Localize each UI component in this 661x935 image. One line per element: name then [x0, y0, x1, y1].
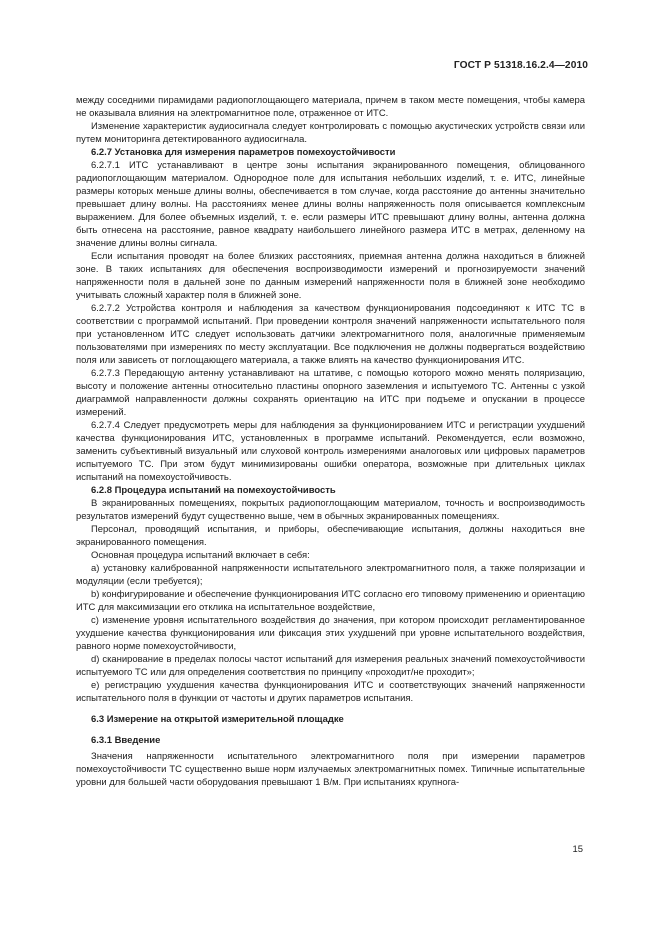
- paragraph: 6.2.7.1 ИТС устанавливают в центре зоны испытания экранированного помещения, облицованного радиопоглощающим материалом. Однородное поле для испытания небольших изделий, т. е. ИТС, линейные размеры которых меньше длины волны, обеспечивается в том случае, когда расстояние до антенны значительно превышает длину волны. На расстояниях менее длины волны напряженность поля описывается комплексным выражением. Для более объемных изделий, т. е. если размеры ИТС превышают длину волны, антенна должна быть отнесена на расстояние, равное квадрату наибольшего линейного размера ИТС в метрах, деленному на значение длины волны сигнала.: [76, 160, 585, 249]
- section-heading: 6.2.7 Установка для измерения параметров помехоустойчивости: [91, 147, 396, 158]
- paragraph: Персонал, проводящий испытания, и приборы, обеспечивающие испытания, должны находиться вне экранированного помещения.: [76, 524, 585, 548]
- paragraph: Значения напряженности испытательного электромагнитного поля при измерении параметров помехоустойчивости ТС существенно выше норм излучаемых электромагнитных помех. Типичные испытательные уровни для большей части оборудования превышают 1 В/м. При испытаниях крупнога-: [76, 751, 585, 788]
- paragraph: между соседними пирамидами радиопоглощающего материала, причем в таком месте помещения, чтобы камера не оказывала влияния на электромагнитное поле, отраженное от ИТС.: [76, 95, 585, 119]
- page-number: 15: [572, 844, 583, 855]
- paragraph: Изменение характеристик аудиосигнала следует контролировать с помощью акустических устройств связи или путем мониторинга детектированного аудиосигнала.: [76, 121, 585, 145]
- paragraph: 6.2.7.3 Передающую антенну устанавливают на штативе, с помощью которого можно менять поляризацию, высоту и положение антенны относительно пластины опорного заземления и испытуемого ТС. Антенны с узкой диаграммой направленности должны сохранять ориентацию на ИТС при подъеме и опускании в процессе измерений.: [76, 368, 585, 418]
- section-heading: 6.2.8 Процедура испытаний на помехоустойчивость: [91, 485, 336, 496]
- section-heading: 6.3.1 Введение: [91, 735, 161, 746]
- paragraph: В экранированных помещениях, покрытых радиопоглощающим материалом, точность и воспроизводимость результатов измерений будут существенно выше, чем в обычных экранированных помещениях.: [76, 498, 585, 522]
- section-heading: 6.3 Измерение на открытой измерительной площадке: [91, 714, 344, 725]
- document-header: ГОСТ Р 51318.16.2.4—2010: [453, 60, 588, 71]
- paragraph: 6.2.7.4 Следует предусмотреть меры для наблюдения за функционированием ИТС и регистрации ухудшений качества функционирования ИТС, установленных в программе испытаний. Рекомендуется, если возможно, заменить субъективный визуальный или слуховой контроль измерениями аналоговых или цифровых параметров испытуемого ТС. При этом будут минимизированы ошибки оператора, возможные при длительных циклах испытаний на помехоустойчивость.: [76, 420, 585, 483]
- list-item: e) регистрацию ухудшения качества функционирования ИТС и соответствующих значений напряженности испытательного поля в функции от частоты и других параметров испытания.: [76, 680, 585, 704]
- paragraph: Если испытания проводят на более близких расстояниях, приемная антенна должна находиться в ближней зоне. В таких испытаниях для обеспечения воспроизводимости измерений и прогнозируемости значений напряженности поля в дальней зоне по данным измерений напряженности поля в ближней зоне необходимо учитывать сложный характер поля в ближней зоне.: [76, 251, 585, 301]
- paragraph: 6.2.7.2 Устройства контроля и наблюдения за качеством функционирования подсоединяют к ИТС ТС в соответствии с программой испытаний. При проведении контроля значений напряженности испытательного поля при установленном ИТС следует использовать датчики электромагнитного поля, аналогичные применяемым пользователями при измерениях по месту эксплуатации. Все подключения не должны подвергаться воздействию поля или зависеть от поглощающего материала, а также влиять на качество функционирования ИТС.: [76, 303, 585, 366]
- list-item: d) сканирование в пределах полосы частот испытаний для измерения реальных значений помехоустойчивости испытуемого ТС или для определения соответствия по принципу «проходит/не проходит»;: [76, 654, 585, 678]
- document-body: [76, 94, 585, 789]
- list-item: a) установку калиброванной напряженности испытательного электромагнитного поля, а также поляризации и модуляции (если требуется);: [76, 563, 585, 587]
- list-item: b) конфигурирование и обеспечение функционирования ИТС согласно его типовому применению и ориентацию ИТС для максимизации его отклика на испытательное воздействие,: [76, 589, 585, 613]
- paragraph: Основная процедура испытаний включает в себя:: [91, 550, 310, 561]
- list-item: c) изменение уровня испытательного воздействия до значения, при котором происходит регламентированное ухудшение качества функционирования или фиксация этих ухудшений при уровне испытательного воздействия, равного норме помехоустойчивости,: [76, 615, 585, 652]
